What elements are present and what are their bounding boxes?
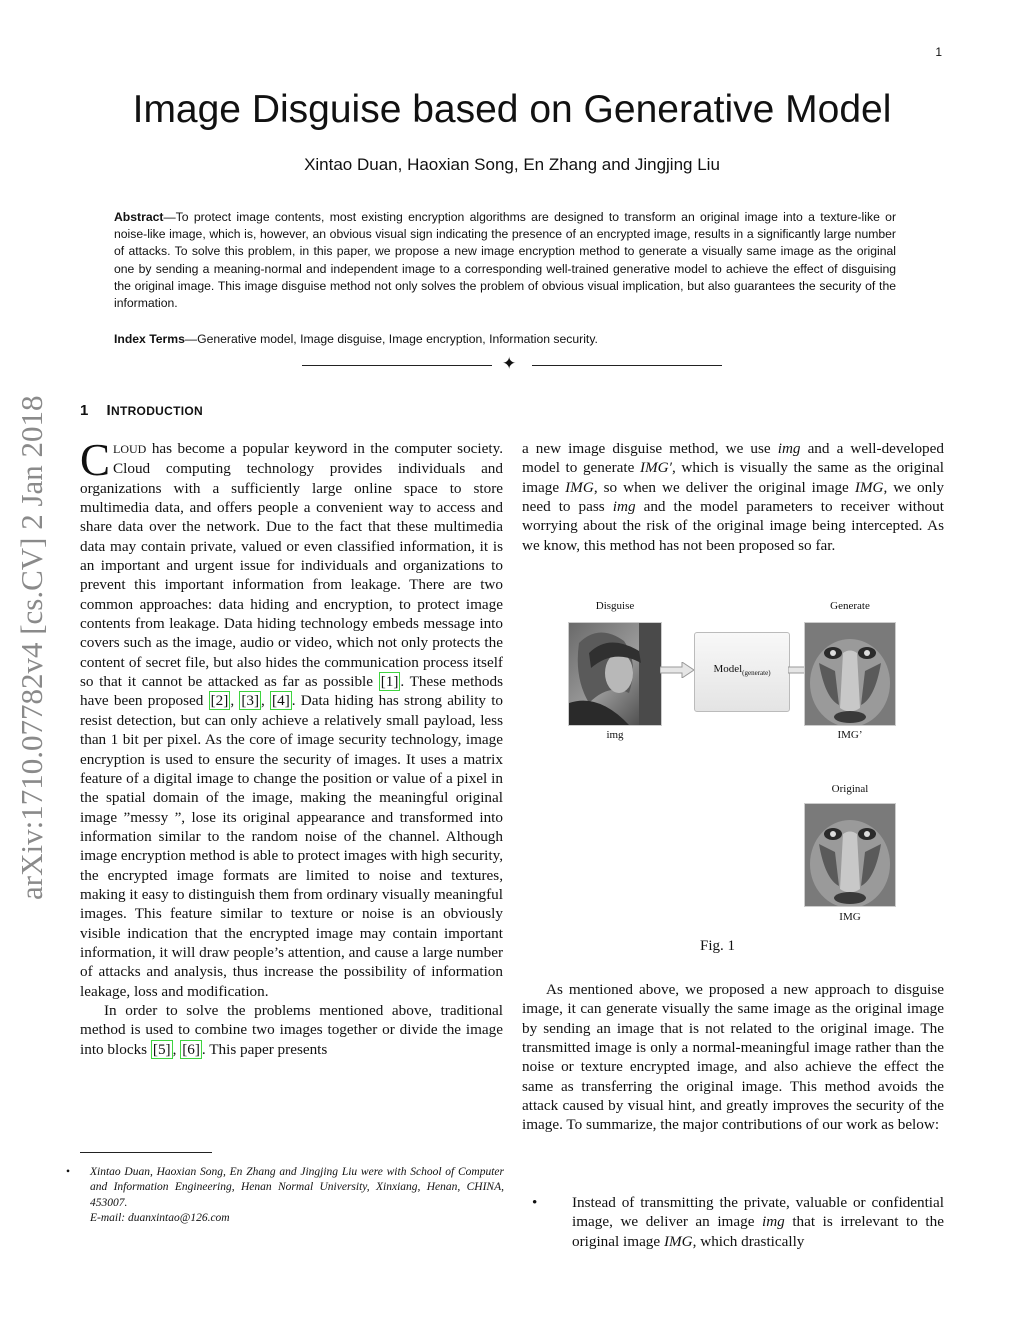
citation-link[interactable]: [3] [241, 692, 260, 710]
index-terms-text: —Generative model, Image disguise, Image encryption, Information security. [184, 332, 598, 346]
label-img-prime: IMG’ [837, 729, 863, 741]
section-title-initial: I [106, 402, 111, 419]
abstract-label: Abstract [114, 210, 164, 224]
arrow-right-icon [660, 662, 694, 678]
paragraph-text: Instead of transmitting the private, valuable or confidential image, we deliver an image [572, 1194, 944, 1231]
citation-separator: , [172, 1040, 181, 1058]
label-disguise: Disguise [595, 600, 635, 612]
citation-number: 5 [157, 1040, 166, 1058]
page-number: 1 [935, 45, 942, 59]
contribution-list [532, 1193, 944, 1251]
label-img: img [606, 729, 624, 741]
intro-paragraph-1 [80, 435, 504, 1001]
footnote [66, 1165, 504, 1226]
citation-number: 6 [187, 1040, 195, 1058]
label-IMG: IMG [839, 911, 861, 923]
paragraph-text: . Data hiding has strong ability to resist detection, but can only achieve a relatively small payload, less than 1 bit per pixel. As the core of image security technology, image encryption is used to ensure the security of images. It uses a matrix feature of a digital image to change the position or value of a pixel in the spatial domain of the image, making the meaningful original image ”messy ”, lose its original appearance and transformed into information similar to the random noise of the channel. Although image encryption method is able to protect images with high security, the encrypted image formats are limited to noise and textures, making it easy to distinguish them from ordinary visually meaningful images. This feature similar to texture or noise is an obviously visible indication that the encrypted image may contain important information, it will draw people’s attention, and cause a large number of attacks and analysis, thus increase the possibility of information leakage, loss and modification. [80, 692, 504, 1000]
separator-rule-left [302, 365, 492, 366]
bullet-icon: • [532, 1194, 538, 1211]
figure-caption: Fig. 1 [700, 938, 736, 954]
citation-number: 2 [215, 692, 224, 710]
citation-link[interactable]: [5] [152, 1040, 171, 1058]
smallcaps-lead: LOUD [113, 442, 147, 456]
citation-number: 4 [277, 692, 285, 710]
section-title-rest: NTRODUCTION [111, 404, 203, 418]
math-symbol: IMG′ [639, 459, 672, 477]
math-symbol: IMG [663, 1232, 693, 1250]
figure-1 [560, 596, 940, 956]
list-item [532, 1193, 944, 1251]
footnote-rule [80, 1152, 212, 1153]
abstract [114, 209, 896, 312]
paragraph-text: In order to solve the problems mentioned above, traditional method is used to combine two images together or divide the image into blocks [80, 1001, 503, 1058]
math-symbol: img [761, 1213, 785, 1231]
citation-number: 3 [246, 692, 254, 710]
abstract-text: —To protect image contents, most existing encryption algorithms are designed to transform an original image into a texture-like or noise-like image, which is, however, an obvious visual sign indicating the presence of an encrypted image, results in a significantly large number of attacks. To solve this problem, in this paper, we propose a new image encryption method to generate a visually same image as the original one by sending a meaning-normal and independent image to a corresponding well-trained generative model to achieve the effect of disguising the original image. This image disguise method not only solves the problem of obvious visual implication, but also guarantees the security of the information. [114, 210, 896, 311]
model-label-main: Model [713, 663, 743, 675]
index-terms [114, 331, 896, 348]
footnote-bullet-icon: • [66, 1166, 71, 1178]
paragraph-text: has become a popular keyword in the computer society. Cloud computing technology provides individuals and organizations with a sufficiently large online space to store multimedia data, and offers people a convenient way to access and share data over the network. Due to the fact that these multimedia data may contain private, valued or even classified information, it is an important and urgent issue for individuals and organizations to prevent this important information from leakage. There are two common approaches: data hiding and encryption, to protect image contents from leakage. Data hiding technology embeds message into covers such as the image, audio or video, which not only protects the content of secret file, but also hides the communication process itself so that it cannot be attacked as far as possible [80, 440, 503, 691]
generative-model-box [694, 632, 790, 712]
left-column [80, 435, 504, 1059]
list-item-text [540, 1193, 944, 1251]
paragraph-text: and the model parameters to receiver without worrying about the risk of the original image being intercepted. As we know, this method has not been proposed so far. [522, 498, 944, 554]
dropcap: C [80, 435, 111, 485]
citation-separator: , [230, 692, 240, 710]
citation-link[interactable]: [6] [182, 1040, 200, 1058]
original-image-IMG [804, 803, 896, 907]
paragraph-text: , so when we deliver the original image [593, 478, 855, 496]
citation-number: 1 [385, 673, 394, 691]
model-label [695, 663, 789, 677]
citation-link[interactable]: [2] [210, 692, 229, 710]
paragraph-text: , which is visually the same as the original image [522, 459, 944, 496]
footnote-affiliation: Xintao Duan, Haoxian Song, En Zhang and Jingjing Liu were with School of Computer and Information Engineering, Henan Normal University, Xinxiang, Henan, CHINA, 453007. [90, 1166, 504, 1209]
citation-separator: , [261, 692, 271, 710]
paragraph-text: . These methods have been proposed [80, 673, 503, 710]
paragraph-text: , which drastically [692, 1232, 805, 1250]
paragraph-text: . This paper presents [201, 1040, 328, 1058]
math-symbol: IMG [854, 478, 884, 496]
math-symbol: img [777, 440, 801, 457]
paragraph-text: that is irrelevant to the original image [572, 1213, 944, 1250]
intro-paragraph-2 [80, 1001, 503, 1059]
right-column-top [522, 439, 944, 555]
arxiv-stamp: arXiv:1710.07782v4 [cs.CV] 2 Jan 2018 [14, 395, 49, 900]
paragraph-text: , we only need to pass [522, 478, 945, 516]
separator-rule-right [532, 365, 722, 366]
right-column-bottom [522, 980, 944, 1135]
section-heading [80, 402, 203, 419]
citation-link[interactable]: [4] [272, 692, 290, 710]
label-generate: Generate [830, 600, 870, 612]
section-number: 1 [80, 402, 89, 419]
footnote-email: E-mail: duanxintao@126.com [90, 1211, 230, 1224]
separator-diamond-icon: ✦ [502, 354, 517, 373]
intro-paragraph-3 [522, 439, 944, 555]
citation-link[interactable]: [1] [380, 673, 399, 691]
model-label-subscript: (generate) [742, 669, 771, 678]
math-symbol: img [612, 498, 636, 516]
index-terms-label: Index Terms [114, 332, 185, 346]
intro-paragraph-4: As mentioned above, we proposed a new approach to disguise image, it can generate visually the same image as the original image by sending an image that is not related to the original image. The transmitted image is only a normal-meaningful image rather than the noise or texture encrypted image, and also achieve the effect the same as transferring the original image. This method avoids the attack caused by visual hint, and greatly improves the security of the image. To summarize, the major contributions of our work as below: [522, 981, 944, 1134]
paragraph-text: and a well-developed model to generate [522, 440, 944, 477]
math-symbol: IMG [565, 478, 594, 496]
author-list: Xintao Duan, Haoxian Song, En Zhang and Jingjing Liu [304, 155, 720, 174]
paper-title: Image Disguise based on Generative Model [132, 88, 892, 131]
generated-image-IMG-prime [804, 622, 896, 726]
disguise-image-img [568, 622, 662, 726]
label-original: Original [831, 783, 869, 795]
paragraph-text: a new image disguise method, we use [522, 440, 778, 457]
